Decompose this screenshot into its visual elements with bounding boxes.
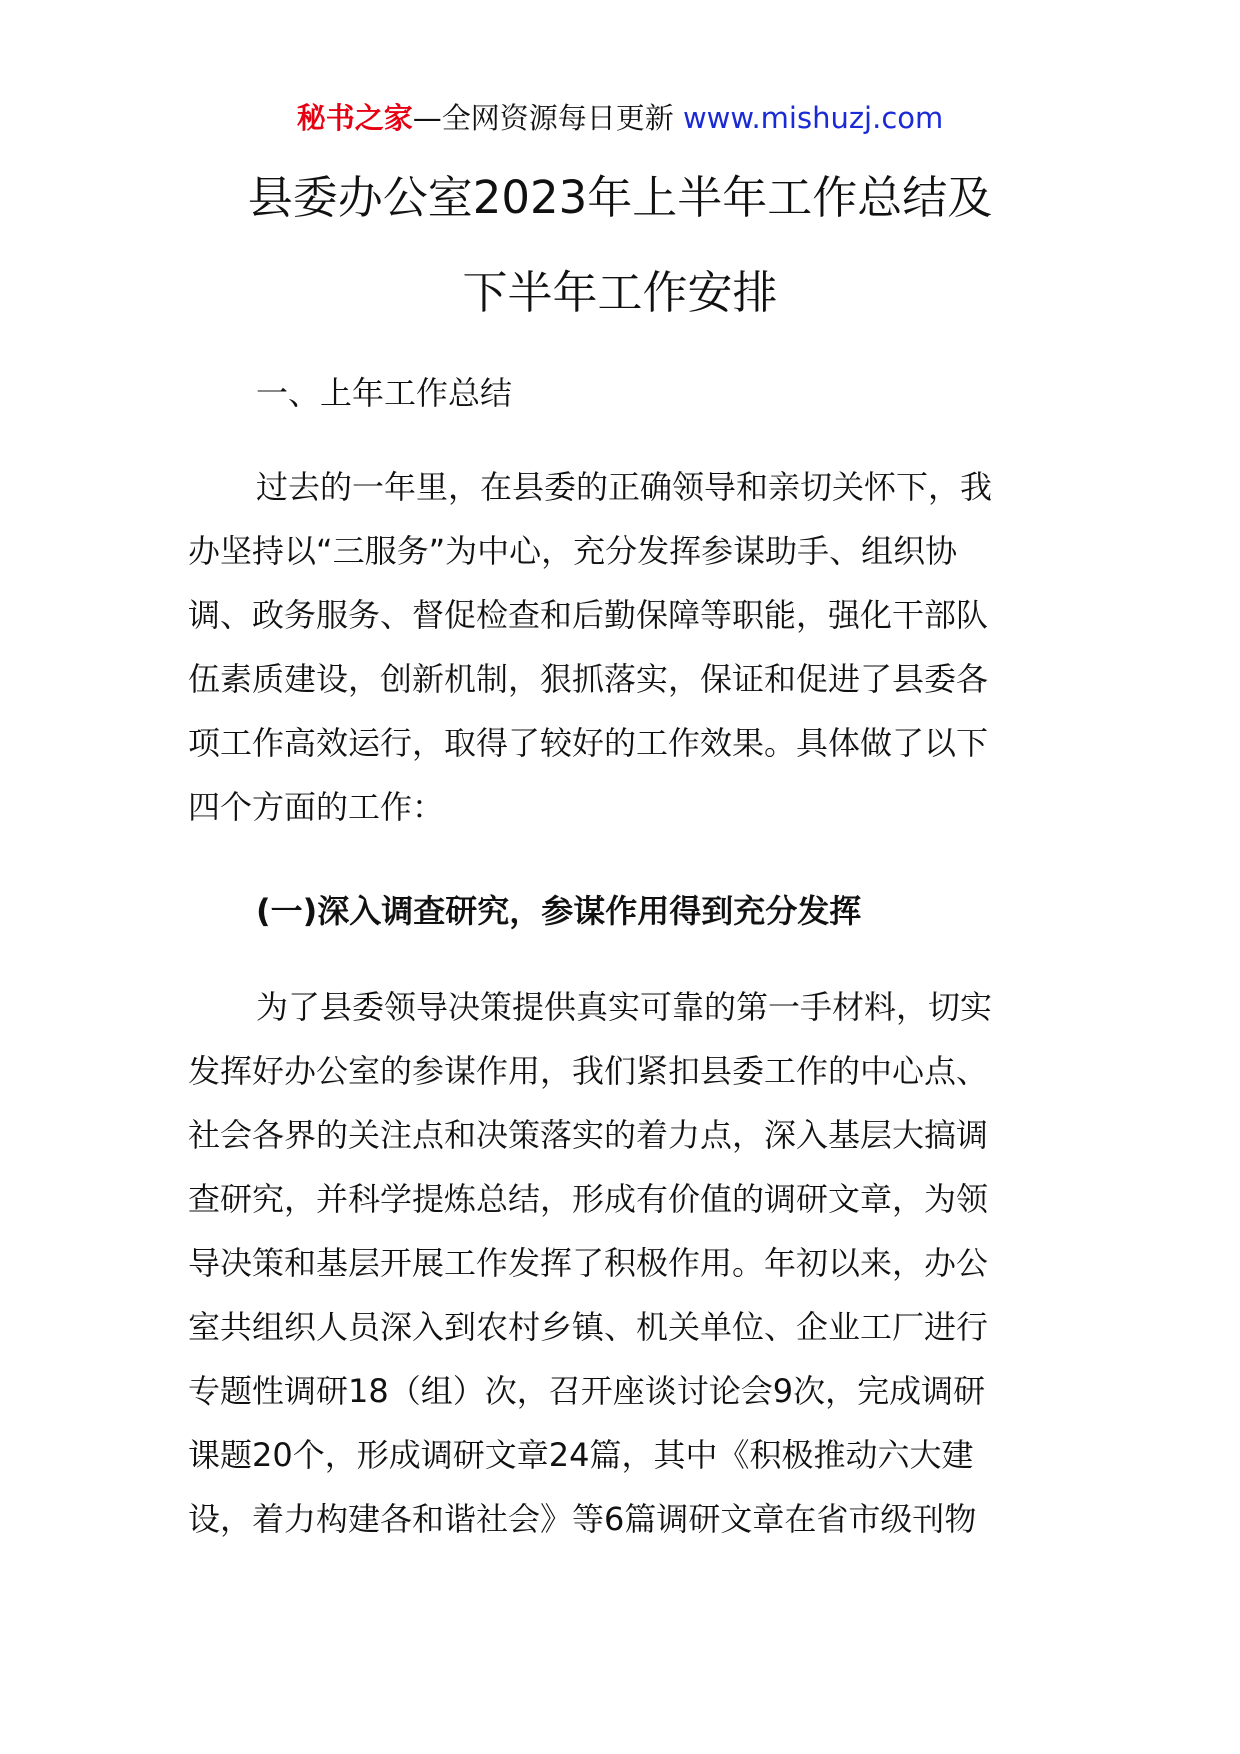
paragraph-line: 查研究，并科学提炼总结，形成有价值的调研文章，为领 xyxy=(188,1180,989,1218)
brand-name: 秘书之家 xyxy=(296,101,413,135)
document-title-line-2: 下半年工作安排 xyxy=(462,266,778,319)
site-url: www.mishuzj.com xyxy=(682,101,944,135)
brand-tagline: —全网资源每日更新 xyxy=(412,101,674,135)
paragraph-line: 导决策和基层开展工作发挥了积极作用。年初以来，办公 xyxy=(188,1244,989,1282)
paragraph-line: 为了县委领导决策提供真实可靠的第一手材料，切实 xyxy=(256,988,993,1026)
subsection-paragraph xyxy=(188,975,1058,1551)
paragraph-line: 发挥好办公室的参谋作用，我们紧扣县委工作的中心点、 xyxy=(188,1052,989,1090)
paragraph-line: 课题20个，形成调研文章24篇，其中《积极推动六大建 xyxy=(188,1436,974,1474)
document-title-line-1: 县委办公室2023年上半年工作总结及 xyxy=(247,171,993,224)
paragraph-line: 调、政务服务、督促检查和后勤保障等职能，强化干部队 xyxy=(188,596,989,634)
section-heading: 一、上年工作总结 xyxy=(256,374,513,412)
paragraph-line: 伍素质建设，创新机制，狠抓落实，保证和促进了县委各 xyxy=(188,660,989,698)
paragraph-line: 办坚持以“三服务”为中心，充分发挥参谋助手、组织协 xyxy=(188,532,958,570)
section-paragraph xyxy=(188,455,1058,839)
paragraph-line: 项工作高效运行，取得了较好的工作效果。具体做了以下 xyxy=(188,724,989,762)
site-watermark-header xyxy=(0,98,1240,138)
paragraph-line: 过去的一年里，在县委的正确领导和亲切关怀下，我 xyxy=(256,468,993,506)
paragraph-line: 四个方面的工作： xyxy=(188,788,445,826)
paragraph-line: 专题性调研18（组）次，召开座谈讨论会9次，完成调研 xyxy=(188,1372,986,1410)
paragraph-line: 设，着力构建各和谐社会》等6篇调研文章在省市级刊物 xyxy=(188,1500,977,1538)
subsection-heading: (一)深入调查研究，参谋作用得到充分发挥 xyxy=(256,892,862,930)
paragraph-line: 室共组织人员深入到农村乡镇、机关单位、企业工厂进行 xyxy=(188,1308,989,1346)
paragraph-line: 社会各界的关注点和决策落实的着力点，深入基层大搞调 xyxy=(188,1116,989,1154)
